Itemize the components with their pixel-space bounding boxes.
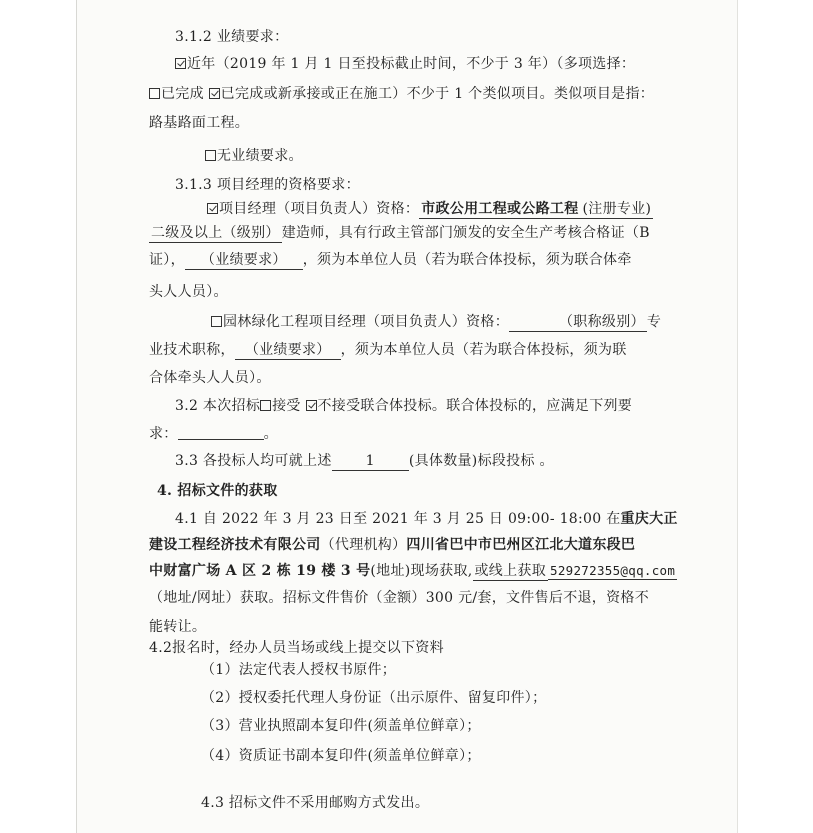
para-landscape-line1: 园林绿化工程项目经理（项目负责人）资格： （职称级别） 专 (211, 312, 661, 332)
checkbox-completed (149, 88, 160, 99)
para-4-1-line2: 建设工程经济技术有限公司（代理机构）四川省巴中市巴州区江北大道东段巴 (149, 537, 636, 553)
para-4-1-line5: 能转让。 (149, 619, 207, 635)
para-3-1-3-line1: 项目经理（项目负责人）资格： 市政公用工程或公路工程 (注册专业) (207, 199, 653, 219)
para-landscape-line3: 合体牵头人人员）。 (149, 370, 271, 386)
heading-4-2: 4.2报名时，经办人员当场或线上提交以下资料 (149, 640, 444, 656)
para-3-1-2-line2: 已完成 已完成或新承接或正在施工）不少于 1 个类似项目。类似项目是指： (149, 84, 654, 104)
list-item-2: （2）授权委托代理人身份证（出示原件、留复印件）； (201, 690, 547, 706)
para-3-2-line2: 求： 。 (149, 426, 278, 442)
list-item-1: （1）法定代表人授权书原件； (201, 662, 397, 678)
heading-4: 4. 招标文件的获取 (157, 483, 278, 499)
para-3-1-3-line2: 二级及以上（级别） 建造师，具有行政主管部门颁发的安全生产考核合格证（B (151, 225, 650, 241)
para-3-1-3-line4: 头人人员）。 (149, 284, 228, 300)
heading-3-1-2: 3.1.2 业绩要求： (175, 29, 289, 45)
blank-consortium-requirement (178, 425, 264, 440)
list-item-4: （4）资质证书副本复印件(须盖单位鲜章）； (201, 748, 481, 764)
heading-3-1-3: 3.1.3 项目经理的资格要求： (175, 177, 360, 193)
para-3-1-2-line3: 路基路面工程。 (149, 115, 250, 131)
checkbox-recent-years (175, 58, 186, 69)
para-4-1-line3: 中财富广场 A 区 2 栋 19 楼 3 号(地址)现场获取, 或线上获取 529272355@qq.com (149, 563, 676, 579)
checkbox-landscape-manager (211, 316, 222, 327)
para-4-1-line1: 4.1 自 2022 年 3 月 23 日至 2021 年 3 月 25 日 09:00- 18:00 在重庆大正 (175, 511, 678, 527)
para-4-1-line4: （地址/网址）获取。招标文件售价（金额）300 元/套，文件售后不退，资格不 (149, 590, 650, 606)
para-3-3: 3.3 各投标人均可就上述 1 (具体数量)标段投标 。 (175, 453, 554, 469)
checkbox-reject-consortium (306, 400, 317, 411)
list-item-3: （3）营业执照副本复印件(须盖单位鲜章）； (201, 718, 481, 734)
checkbox-no-performance (205, 150, 216, 161)
para-3-1-2-line1: 近年（2019 年 1 月 1 日至投标截止时间，不少于 3 年）（多项选择： (175, 54, 635, 74)
para-4-3: 4.3 招标文件不采用邮购方式发出。 (201, 795, 430, 811)
checkbox-accept-consortium (260, 400, 271, 411)
checkbox-completed-or-ongoing (209, 88, 220, 99)
no-performance-requirement: 无业绩要求。 (205, 146, 303, 166)
document-page (76, 0, 738, 833)
para-3-1-3-line3: 证）， （业绩要求） ，须为本单位人员（若为联合体投标，须为联合体牵 (149, 252, 632, 268)
para-3-2-line1: 3.2 本次招标 接受 不接受联合体投标。联合体投标的，应满足下列要 (175, 398, 633, 414)
checkbox-project-manager (207, 203, 218, 214)
para-landscape-line2: 业技术职称， （业绩要求） ，须为本单位人员（若为联合体投标，须为联 (149, 342, 627, 358)
